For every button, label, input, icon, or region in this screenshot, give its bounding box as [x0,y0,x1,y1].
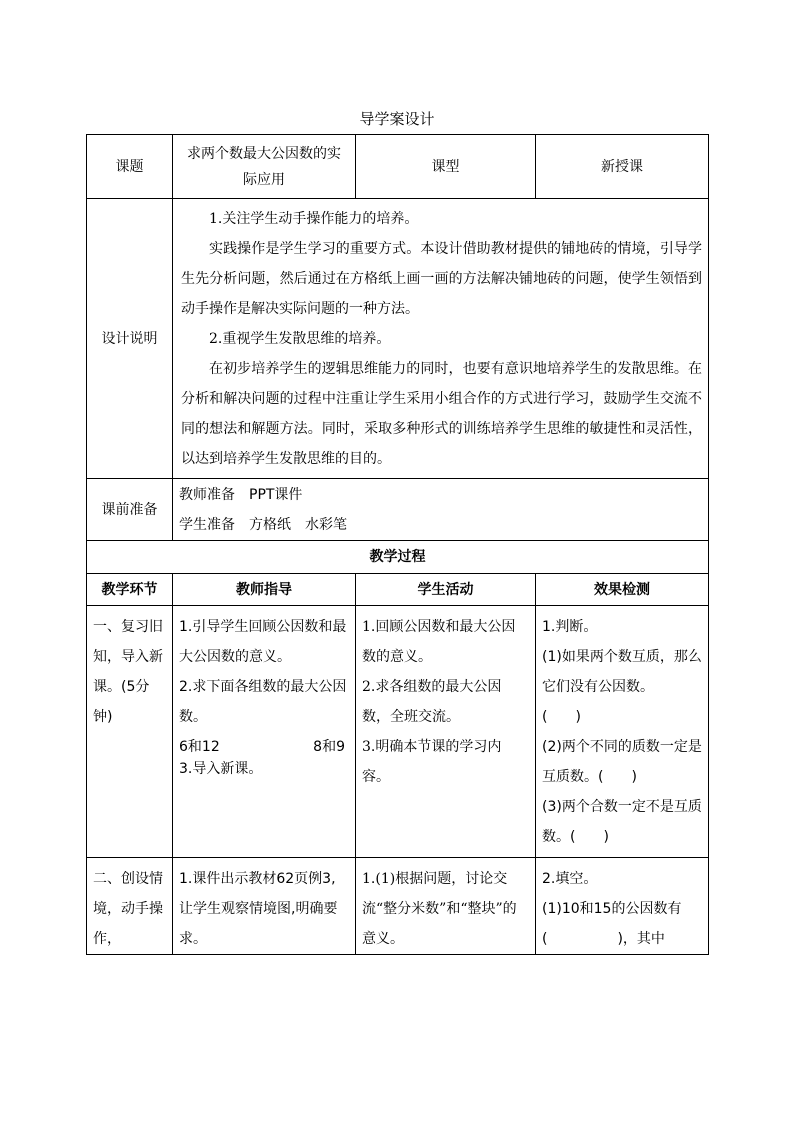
design-paragraph: 1.关注学生动手操作能力的培养。 [209,210,419,227]
check-item: (3)两个合数一定不是互质数。( ) [542,799,702,845]
column-header: 教师指导 [173,574,356,606]
teacher-step: 1.引导学生回顾公因数和最大公因数的意义。 [179,619,347,665]
check-paren: ( ) [542,709,581,725]
header-row [87,135,709,199]
type-label: 课型 [356,135,536,199]
student-step: 1.回顾公因数和最大公因数的意义。 [362,619,516,665]
design-label: 设计说明 [87,199,173,479]
stage-cell: 一、复习旧知，导入新课。(5分钟) [87,606,173,858]
type-value: 新授课 [536,135,709,199]
teacher-cell: 1.课件出示教材62页例3,让学生观察情境图,明确要求。 [173,858,356,955]
student-step: 2.求各组数的最大公因数，全班交流。 [362,679,502,725]
student-cell [356,606,536,858]
prep-row [87,479,709,541]
prep-label: 课前准备 [87,479,173,541]
pair-left: 6和12 [179,739,220,755]
check-item: 2.填空。 [542,871,598,887]
check-cell [536,606,709,858]
process-row [87,606,709,858]
design-row [87,199,709,479]
process-heading-row [87,541,709,574]
design-description [173,199,709,479]
process-heading: 教学过程 [87,541,709,574]
process-row [87,858,709,955]
design-paragraph: 2.重视学生发散思维的培养。 [209,330,391,347]
design-paragraph: 实践操作是学生学习的重要方式。本设计借助教材提供的铺地砖的情境，引导学生先分析问题，然后通过在方格纸上画一画的方法解决铺地砖的问题，使学生领悟到动手操作是解决实际问题的一种方法。 [181,240,702,317]
check-item: (1)10和15的公因数有( )，其中 [542,901,682,947]
prep-student: 学生准备 方格纸 水彩笔 [179,516,347,533]
lesson-plan-table [86,134,709,955]
check-item: (2)两个不同的质数一定是互质数。( ) [542,739,702,785]
check-cell [536,858,709,955]
teacher-step: 2.求下面各组数的最大公因数。 [179,679,347,725]
teacher-step: 3.导入新课。 [179,761,263,777]
design-paragraph: 在初步培养学生的逻辑思维能力的同时，也要有意识地培养学生的发散思维。在分析和解决问题的过程中注重让学生采用小组合作的方式进行学习，鼓励学生交流不同的想法和解题方法。同时，采取多种形式的训练培养学生思维的敏捷性和灵活性，以达到培养学生发散思维的目的。 [181,360,702,467]
student-cell: 1.(1)根据问题，讨论交流“整分米数”和“整块”的意义。 [356,858,536,955]
column-header: 效果检测 [536,574,709,606]
teacher-cell [173,606,356,858]
check-item: 1.判断。 [542,619,598,635]
page-title: 导学案设计 [359,110,435,128]
column-header: 教学环节 [87,574,173,606]
pair-right: 8和9 [313,739,345,755]
prep-teacher: 教师准备 PPT课件 [179,486,303,503]
column-header: 学生活动 [356,574,536,606]
prep-content [173,479,709,541]
topic-label: 课题 [87,135,173,199]
stage-cell: 二、创设情境，动手操作， [87,858,173,955]
topic-value: 求两个数最大公因数的实际应用 [173,135,356,199]
student-step: 3.明确本节课的学习内容。 [362,739,502,785]
check-item: (1)如果两个数互质，那么它们没有公因数。 [542,649,702,695]
column-header-row [87,574,709,606]
